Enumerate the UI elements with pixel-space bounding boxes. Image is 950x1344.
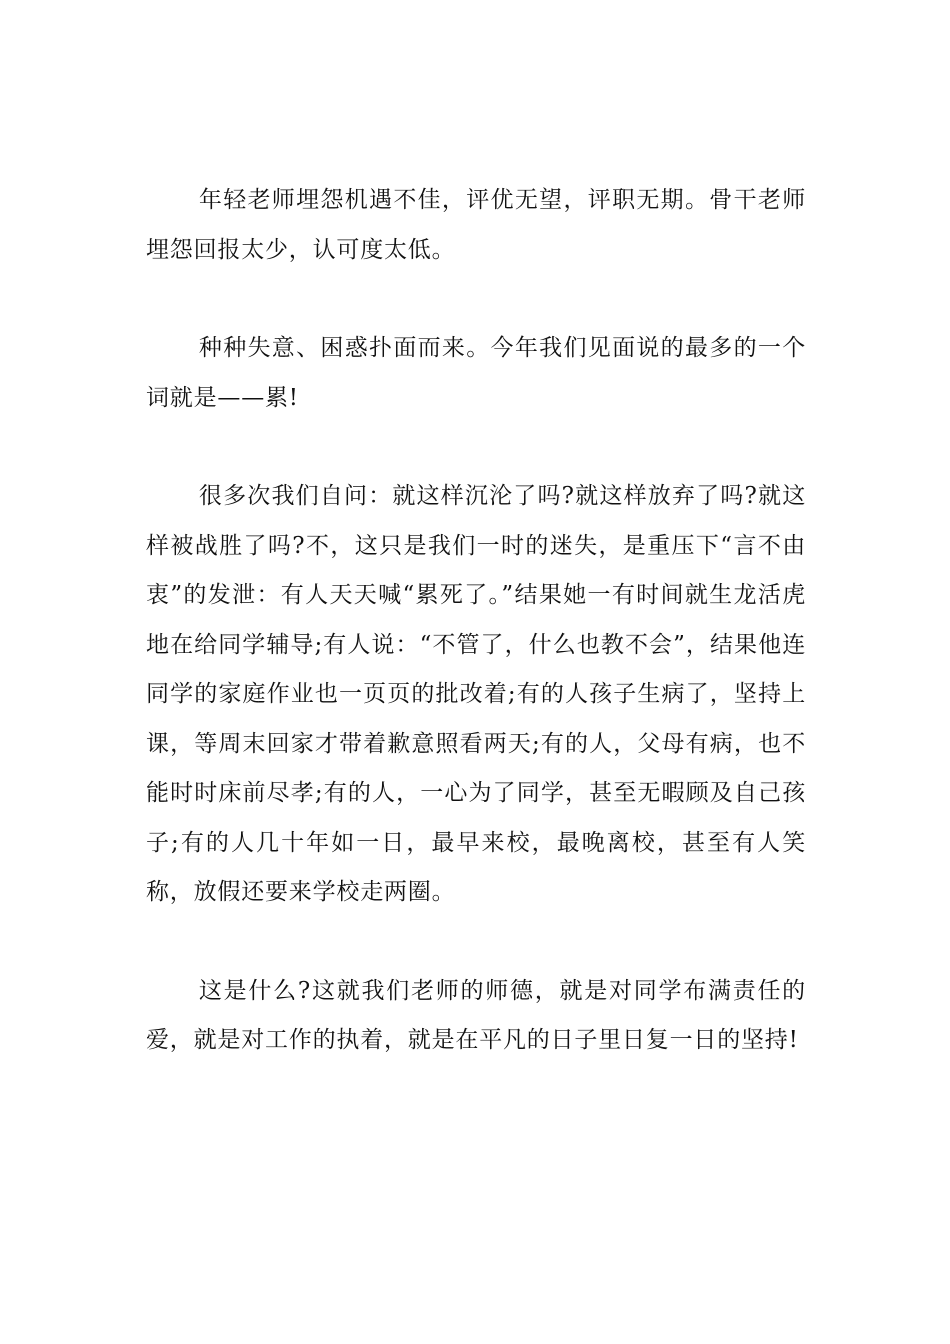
paragraph-4: 这是什么?这就我们老师的师德，就是对同学布满责任的爱，就是对工作的执着，就是在平凡的日子里日复一日的坚持! [146, 977, 806, 1053]
paragraph-3: 很多次我们自问：就这样沉沦了吗?就这样放弃了吗?就这样被战胜了吗?不，这只是我们一时的迷失，是重压下“言不由衷”的发泄：有人天天喊“累死了。”结果她一有时间就生龙活虎地在给同学辅导;有人说：“不管了，什么也教不会”，结果他连同学的家庭作业也一页页的批改着;有的人孩子生病了，坚持上课，等周末回家才带着歉意照看两天;有的人，父母有病，也不能时时床前尽孝;有的人，一心为了同学，甚至无暇顾及自己孩子;有的人几十年如一日，最早来校，最晚离校，甚至有人笑称，放假还要来学校走两圈。 [146, 483, 806, 905]
paragraph-2: 种种失意、困惑扑面而来。今年我们见面说的最多的一个词就是——累! [146, 335, 806, 411]
paragraph-1: 年轻老师埋怨机遇不佳，评优无望，评职无期。骨干老师埋怨回报太少，认可度太低。 [146, 187, 806, 263]
document-body [146, 176, 806, 1066]
